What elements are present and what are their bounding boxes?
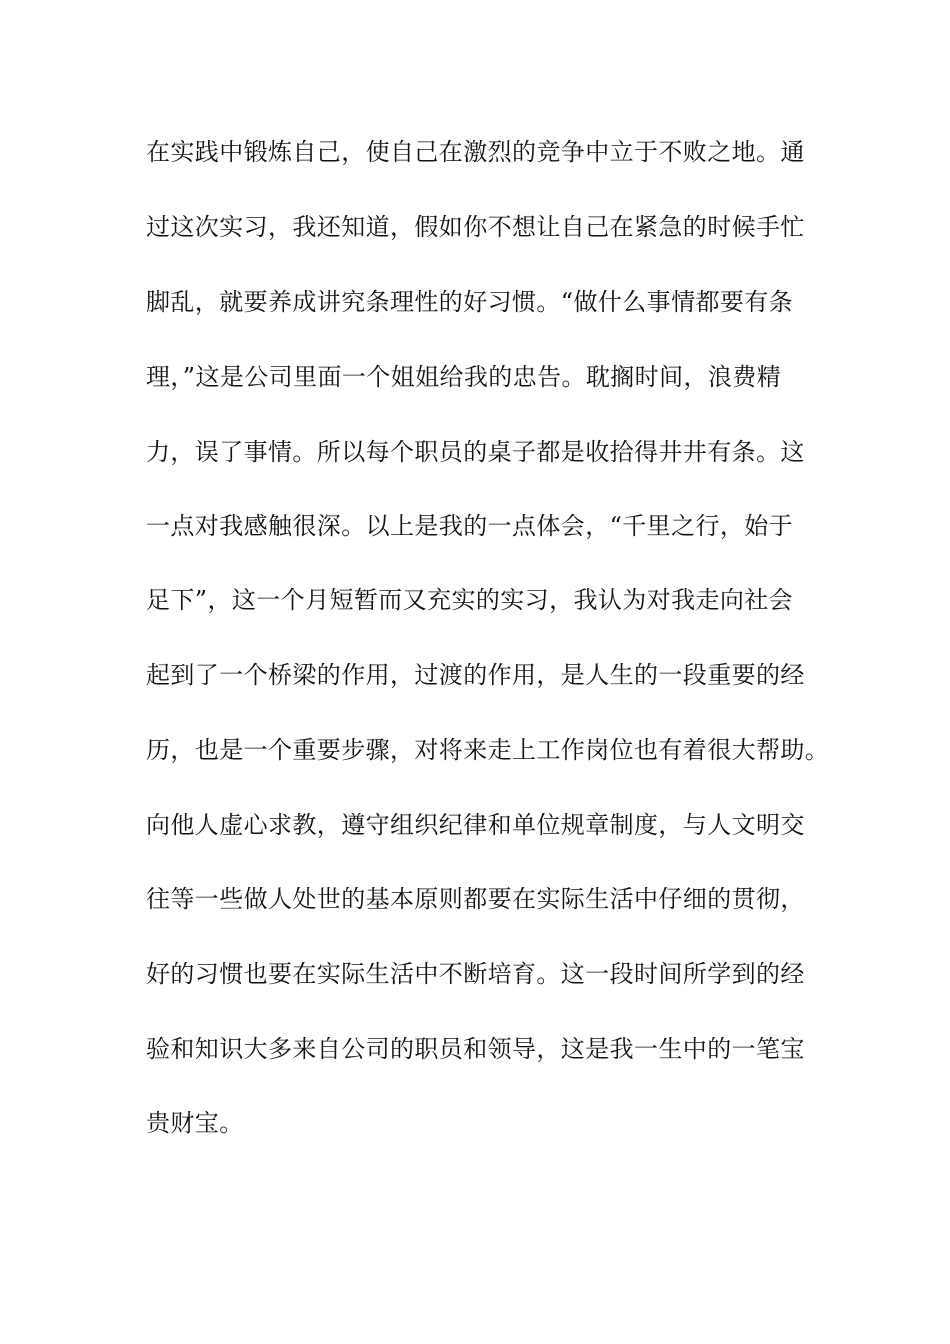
- text-line: 历，也是一个重要步骤，对将来走上工作岗位也有着很大帮助。: [146, 736, 830, 764]
- text-line: 起到了一个桥梁的作用，过渡的作用，是人生的一段重要的经: [146, 661, 805, 689]
- text-line: 理，”这是公司里面一个姐姐给我的忠告。耽搁时间，浪费精: [146, 363, 782, 391]
- text-line: 向他人虚心求教，遵守组织纪律和单位规章制度，与人文明交: [146, 811, 805, 839]
- text-line: 力，误了事情。所以每个职员的桌子都是收拾得井井有条。这: [146, 438, 805, 466]
- text-line: 贵财宝。: [146, 1109, 244, 1137]
- text-line: 过这次实习，我还知道，假如你不想让自己在紧急的时候手忙: [146, 213, 805, 241]
- text-line: 一点对我感触很深。以上是我的一点体会，“千里之行，始于: [146, 512, 794, 540]
- text-line: 验和知识大多来自公司的职员和领导，这是我一生中的一笔宝: [146, 1035, 805, 1063]
- text-line: 脚乱，就要养成讲究条理性的好习惯。“做什么事情都要有条: [146, 288, 794, 316]
- text-line: 往等一些做人处世的基本原则都要在实际生活中仔细的贯彻，: [146, 885, 805, 913]
- text-line: 足下”，这一个月短暂而又充实的实习，我认为对我走向社会: [146, 586, 794, 614]
- text-line: 好的习惯也要在实际生活中不断培育。这一段时间所学到的经: [146, 960, 805, 988]
- text-line: 在实践中锻炼自己，使自己在激烈的竞争中立于不败之地。通: [146, 138, 805, 166]
